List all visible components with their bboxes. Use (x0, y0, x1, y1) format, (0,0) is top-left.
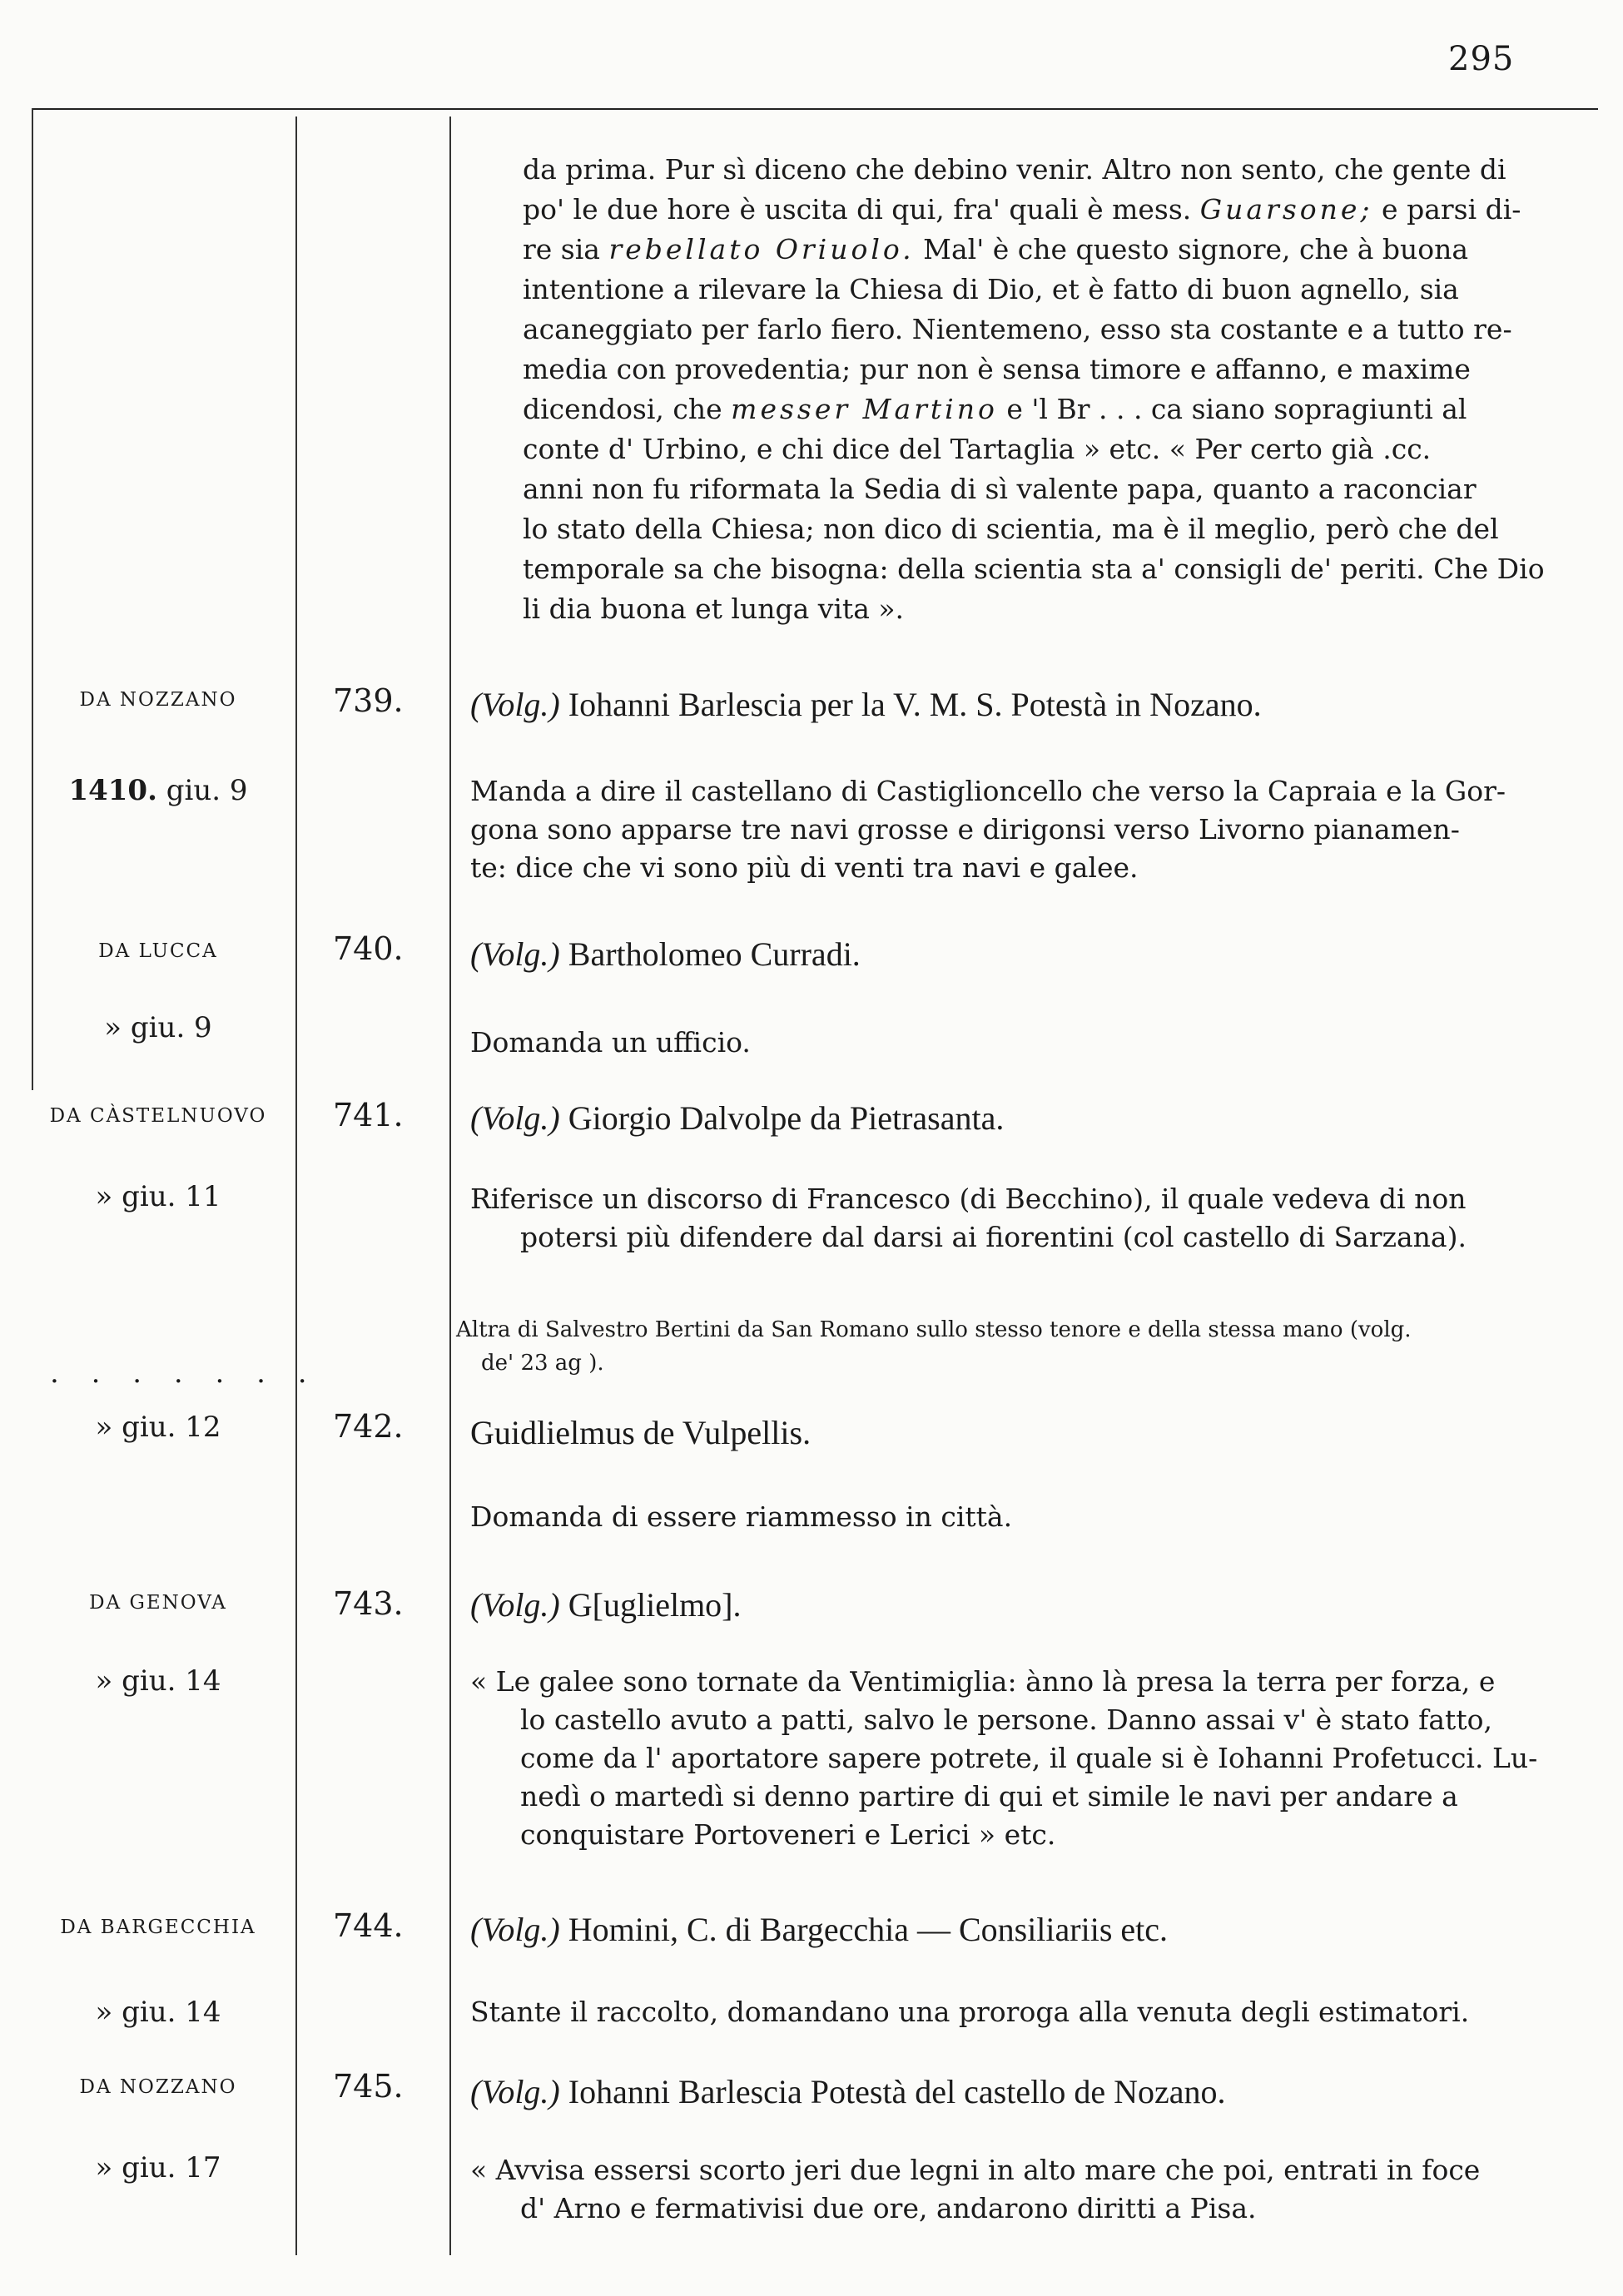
entry-date: » giu. 9 (104, 1011, 212, 1044)
entry-date: » giu. 17 (95, 2151, 221, 2184)
page-number: 295 (1448, 40, 1515, 78)
entry-heading: (Volg.) Homini, C. di Bargecchia — Consiliariis etc. (470, 1911, 1169, 1948)
entry-heading: (Volg.) Iohanni Barlescia Potestà del castello de Nozano. (470, 2073, 1226, 2110)
place-unknown: . . . . . . . (50, 1356, 319, 1390)
entry-place: DA NOZZANO (79, 689, 237, 711)
entry-heading: (Volg.) Iohanni Barlescia per la V. M. S. Potestà in Nozano. (470, 686, 1262, 723)
entry-heading: (Volg.) Giorgio Dalvolpe da Pietrasanta. (470, 1099, 1005, 1137)
entry-heading: Guidlielmus de Vulpellis. (470, 1414, 812, 1451)
entry-summary: « Le galee sono tornate da Ventimiglia: ànno là presa la terra per forza, e lo castello avuto a patti, salvo le persone. Danno assai v' è stato fatto, come da l' aportatore sapere potrete, il quale si è Iohanni Profetucci. Lu- nedì o martedì si denno partire di qui et simile le navi per andare a conquistare Portoveneri e Lerici » etc. (470, 1665, 1538, 1851)
entry-place: DA LUCCA (98, 940, 218, 962)
text-line: acaneggiato per farlo fiero. Nientemeno, esso sta costante e a tutto re- (523, 313, 1512, 345)
entry-summary: Manda a dire il castellano di Castiglioncello che verso la Capraia e la Gor- gona sono apparse tre navi grosse e dirigonsi verso Livorno pianamen- te: dice che vi sono più di venti tra navi e galee. (470, 775, 1506, 884)
text-line: li dia buona et lunga vita ». (523, 593, 905, 625)
entry-heading: (Volg.) G[uglielmo]. (470, 1586, 742, 1624)
entry-summary: Domanda un ufficio. (470, 1026, 751, 1059)
column-rule-2 (449, 117, 451, 2255)
entry-number: 742. (333, 1408, 404, 1445)
text-line: conte d' Urbino, e chi dice del Tartaglia » etc. « Per certo già .cc. (523, 433, 1432, 465)
text-line: media con provedentia; pur non è sensa timore e affanno, e maxime (523, 353, 1471, 385)
text-line: dicendosi, che messer Martino e 'l Br . . . ca siano sopragiunti al (523, 393, 1467, 425)
text-line: lo stato della Chiesa; non dico di scientia, ma è il meglio, però che del (523, 513, 1499, 545)
entry-summary: Stante il raccolto, domandano una proroga alla venuta degli estimatori. (470, 1996, 1470, 2028)
entry-summary: « Avvisa essersi scorto jeri due legni in alto mare che poi, entrati in foce d' Arno e fermativisi due ore, andarono diritti a Pisa. (470, 2154, 1481, 2224)
entry-number: 740. (333, 930, 404, 967)
text-line: da prima. Pur sì diceno che debino venir. Altro non sento, che gente di (523, 153, 1506, 186)
entry-place: DA GENOVA (89, 1592, 227, 1614)
entry-number: 743. (333, 1585, 404, 1622)
text-line: re sia rebellato Oriuolo. Mal' è che questo signore, che à buona (523, 233, 1469, 265)
entry-place: DA BARGECCHIA (60, 1917, 256, 1938)
entry-place: DA CÀSTELNUOVO (49, 1105, 267, 1127)
entry-date: » giu. 12 (95, 1411, 221, 1444)
entry-date: 1410. giu. 9 (68, 774, 248, 807)
entry-summary: Domanda di essere riammesso in città. (470, 1500, 1013, 1533)
entry-number: 745. (333, 2068, 404, 2105)
entry-number: 741. (333, 1097, 404, 1133)
text-line: intentione a rilevare la Chiesa di Dio, et è fatto di buon agnello, sia (523, 273, 1459, 305)
column-rule-1 (295, 117, 297, 2255)
entry-date: » giu. 11 (95, 1180, 221, 1213)
entry-number: 739. (333, 682, 404, 719)
entry-date: » giu. 14 (95, 1996, 221, 2029)
entry-date: » giu. 14 (95, 1664, 221, 1698)
text-line: temporale sa che bisogna: della scientia sta a' consigli de' periti. Che Dio (523, 553, 1545, 585)
text-line: po' le due hore è uscita di qui, fra' quali è mess. Guarsone; e parsi di- (523, 193, 1521, 226)
entry-summary: Riferisce un discorso di Francesco (di Becchino), il quale vedeva di non potersi più difendere dal darsi ai fiorentini (col castello di Sarzana). (470, 1183, 1467, 1253)
continued-letter-text (523, 150, 1576, 629)
entry-place: DA NOZZANO (79, 2076, 237, 2098)
entry-number: 744. (333, 1907, 404, 1944)
entry-heading: (Volg.) Bartholomeo Curradi. (470, 935, 861, 973)
header-rule (32, 108, 1598, 110)
entry-note: Altra di Salvestro Bertini da San Romano sullo stesso tenore e della stessa mano (volg. de' 23 ag ). (456, 1317, 1412, 1376)
text-line: anni non fu riformata la Sedia di sì valente papa, quanto a raconciar (523, 473, 1477, 505)
